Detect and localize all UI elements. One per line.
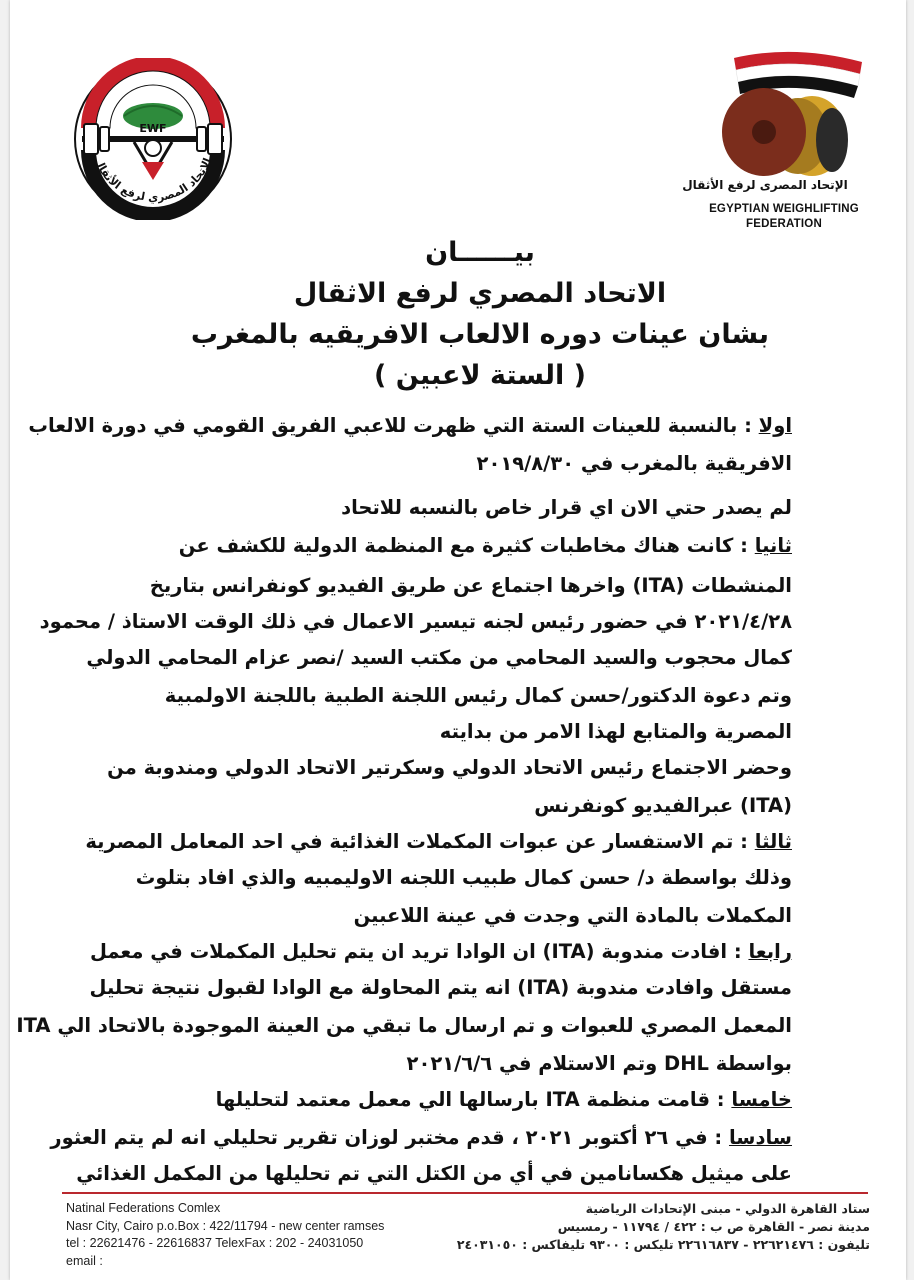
paragraph-2-line-8: (ITA) عبرالفيديو كونفرنس: [534, 794, 792, 817]
paragraph-1-line-2: الافريقية بالمغرب في ٢٠١٩/٨/٣٠: [476, 452, 792, 475]
paragraph-6-line-2: على ميثيل هكسانامين في أي من الكتل التي تم تحليلها من المكمل الغذائي: [76, 1162, 792, 1185]
ewf-emblem-logo: [72, 58, 234, 220]
paragraph-2-line-7: وحضر الاجتماع رئيس الاتحاد الدولي وسكرتير الاتحاد الدولي ومندوبة من: [107, 756, 792, 779]
paragraph-4-line-4: بواسطة DHL وتم الاستلام في ٢٠٢١/٦/٦: [406, 1052, 792, 1075]
footer-address-english: [66, 1200, 466, 1270]
paragraph-4-line-3: المعمل المصري للعبوات و تم ارسال ما تبقي من العينة الموجودة بالاتحاد الي ITA: [16, 1014, 792, 1037]
document-page: [10, 0, 906, 1280]
footer-en-line-4: email :: [66, 1253, 103, 1268]
paragraph-5-label: خامسا: [731, 1088, 792, 1111]
paragraph-4-line-2: مستقل وافادت مندوبة (ITA) انه يتم المحاولة مع الوادا لقبول نتيجة تحليل: [89, 976, 792, 999]
ewf-logo-ring-text: الاتحاد المصري لرفع الأثقال: [91, 155, 215, 204]
paragraph-5-text: : قامت منظمة ITA بارسالها الي معمل معتمد لتحليلها: [215, 1088, 732, 1111]
paragraph-3-text: : تم الاستفسار عن عبوات المكملات الغذائية في احد المعامل المصرية: [85, 830, 755, 853]
footer-en-line-1: Natinal Federations Comlex: [66, 1201, 221, 1215]
footer-address-arabic: [450, 1200, 870, 1254]
footer-en-line-2: Nasr City, Cairo p.o.Box : 422/11794 - new center ramses: [66, 1218, 385, 1233]
paragraph-3-line-2: وذلك بواسطة د/ حسن كمال طبيب اللجنه الاوليمبيه والذي افاد بتلوث: [135, 866, 792, 889]
footer-ar-line-2: مدينة نصر - القاهرة ص ب : ٤٢٢ / ١١٧٩٤ - رمسيس: [557, 1219, 870, 1234]
paragraph-2-line-4: كمال محجوب والسيد المحامي من مكتب السيد /نصر عزام المحامي الدولي: [86, 646, 792, 669]
federation-name-english-line2: FEDERATION: [746, 218, 822, 230]
footer-ar-line-3: تليفون : ٢٢٦٢١٤٧٦ - ٢٢٦١٦٨٣٧ تليكس : ٩٣٠٠ تليفاكس : ٢٤٠٣١٠٥٠: [456, 1237, 870, 1252]
paragraph-4-label: رابعا: [748, 940, 792, 963]
federation-flag-logo: [694, 44, 870, 184]
paragraph-2-line-1: [179, 534, 792, 557]
paragraph-2-line-6: المصرية والمتابع لهذا الامر من بدايته: [439, 720, 792, 743]
paragraph-6-text: : في ٢٦ أكتوبر ٢٠٢١ ، قدم مختبر لوزان تقرير تحليلي انه لم يتم العثور: [50, 1126, 729, 1149]
footer-ar-line-1: ستاد القاهرة الدولي - مبنى الإتحادات الرياضية: [585, 1201, 870, 1216]
title-federation: الاتحاد المصري لرفع الاثقال: [293, 278, 667, 309]
paragraph-2-line-3: ٢٠٢١/٤/٢٨ في حضور رئيس لجنه تيسير الاعمال في ذلك الوقت الاستاذ / محمود: [39, 610, 792, 633]
ewf-logo-letters: EWF: [139, 122, 167, 135]
paragraph-1-line-1: [28, 414, 792, 437]
title-six-players: ( الستة لاعبين ): [373, 360, 587, 391]
federation-name-arabic: الإتحاد المصرى لرفع الأثقال: [682, 178, 848, 192]
paragraph-3-line-3: المكملات بالمادة التي وجدت في عينة اللاعبين: [353, 904, 792, 927]
paragraph-3-line-1: [85, 830, 792, 853]
paragraph-2-line-2: المنشطات (ITA) واخرها اجتماع عن طريق الفيديو كونفرانس بتاريخ: [149, 574, 792, 597]
statement-title-block: [130, 232, 830, 396]
paragraph-1-label: اولا: [758, 414, 792, 437]
paragraph-4-line-1: [90, 940, 792, 963]
paragraph-1-line-3: لم يصدر حتي الان اي قرار خاص بالنسبه للاتحاد: [341, 496, 792, 519]
federation-name-english-line1: EGYPTIAN WEIGHLIFTING: [709, 203, 859, 215]
paragraph-6-line-1: [50, 1126, 792, 1149]
paragraph-1-text: : بالنسبة للعينات الستة التي ظهرت للاعبي الفريق القومي في دورة الالعاب: [28, 414, 759, 437]
paragraph-2-label: ثانيا: [754, 534, 792, 557]
title-statement: بيــــــان: [425, 237, 535, 268]
footer-divider: [62, 1192, 868, 1194]
title-subject: بشان عينات دوره الالعاب الافريقيه بالمغرب: [190, 319, 770, 350]
paragraph-2-text: : كانت هناك مخاطبات كثيرة مع المنظمة الدولية للكشف عن: [178, 534, 755, 557]
federation-name-english: [682, 202, 886, 232]
paragraph-5-line-1: [216, 1088, 792, 1111]
paragraph-2-line-5: وتم دعوة الدكتور/حسن كمال رئيس اللجنة الطبية باللجنة الاولمبية: [164, 684, 792, 707]
footer-en-line-3: tel : 22621476 - 22616837 TelexFax : 202 - 24031050: [66, 1236, 364, 1250]
paragraph-6-label: سادسا: [728, 1126, 792, 1149]
paragraph-4-text: : افادت مندوبة (ITA) ان الوادا تريد ان يتم تحليل المكملات في معمل: [89, 940, 749, 963]
paragraph-3-label: ثالثا: [754, 830, 792, 853]
